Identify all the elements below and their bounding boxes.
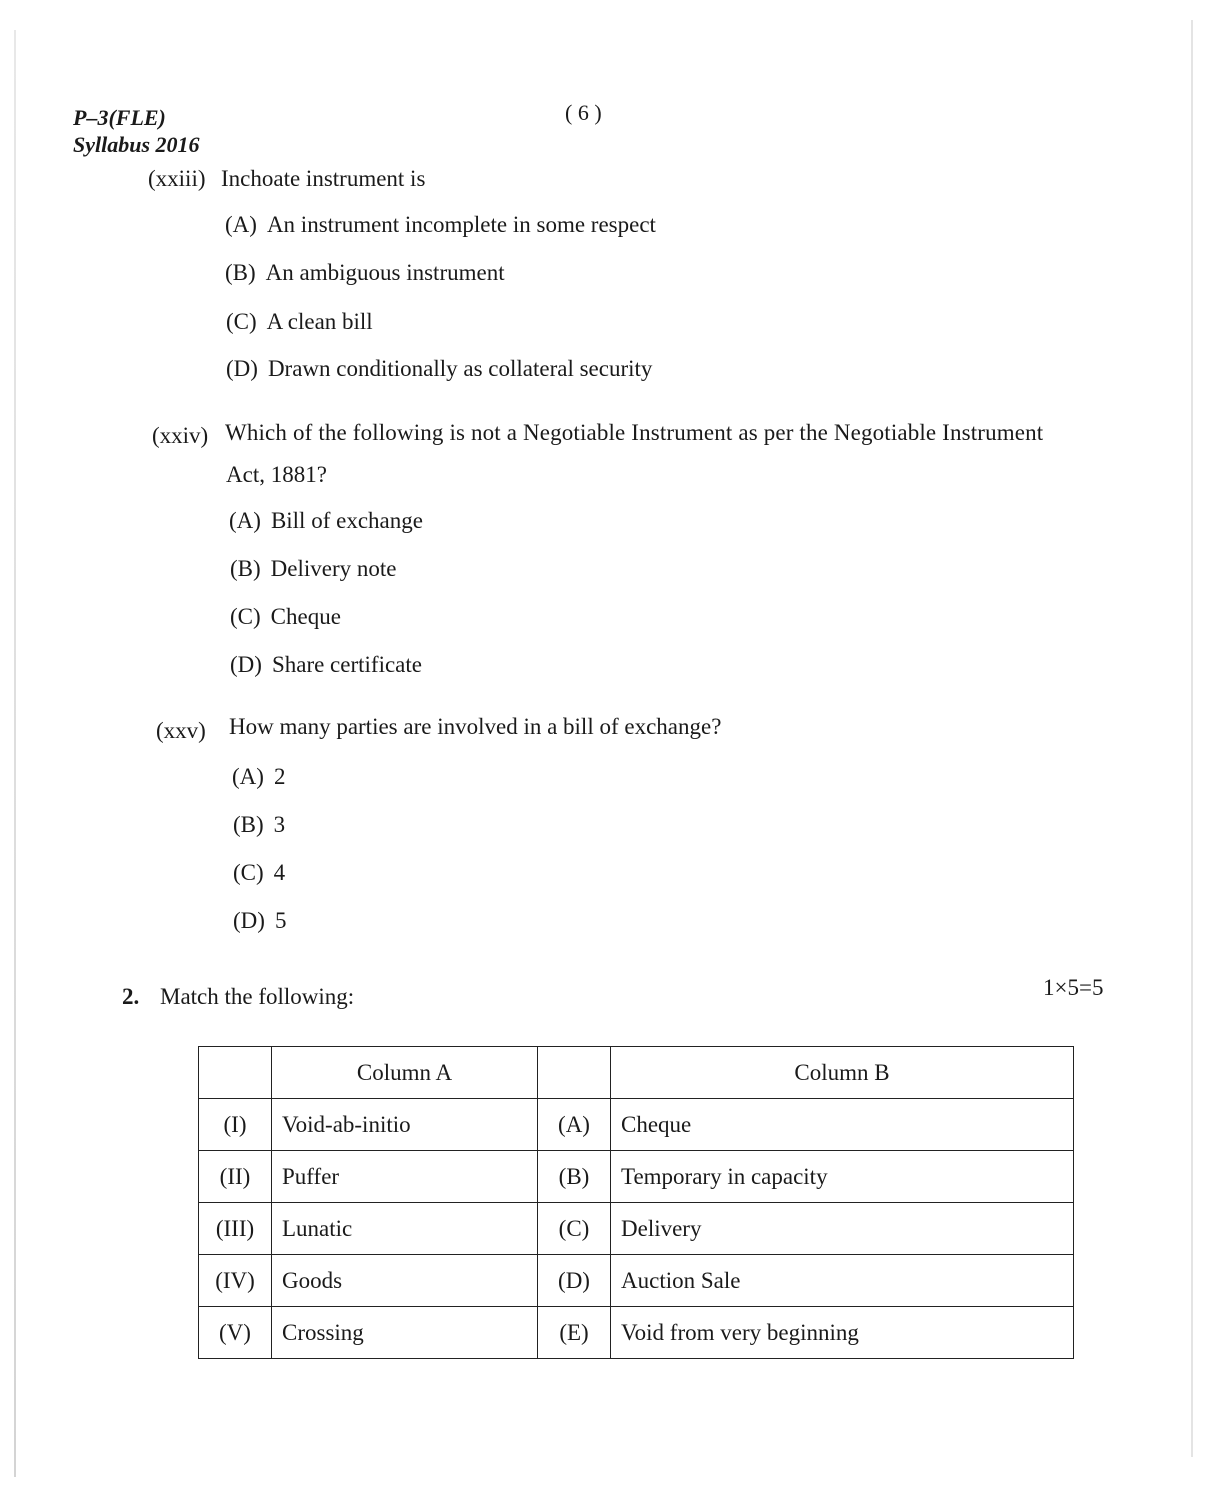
question-number: (xxiv) [152,423,209,448]
section-title: Match the following: [160,984,355,1009]
column-a-cell: Lunatic [272,1203,538,1255]
option-label: (C) [226,309,257,334]
column-b-header: Column B [611,1047,1074,1099]
option-text: Delivery note [270,556,397,581]
column-b-cell: Delivery [611,1203,1074,1255]
table-row [199,1099,1074,1151]
option-label: (C) [233,860,264,885]
header-blank-cell [538,1047,611,1099]
option [233,810,285,840]
option-text: 5 [274,908,287,933]
option-label: (A) [232,764,264,789]
option-label: (C) [230,604,261,629]
column-b-cell: Temporary in capacity [611,1151,1074,1203]
option-text: An instrument incomplete in some respect [266,212,656,237]
option-label: (B) [225,260,256,285]
option [230,602,341,632]
option-text: Bill of exchange [270,508,423,533]
page-number: ( 6 ) [565,100,602,125]
syllabus-label: Syllabus 2016 [73,132,200,157]
option-text: 2 [273,764,286,789]
row-letter: (C) [538,1203,611,1255]
column-a-cell: Puffer [272,1151,538,1203]
option [226,307,373,337]
option-text: Drawn conditionally as collateral security [267,356,653,381]
row-number: (V) [199,1307,272,1359]
option [230,554,397,584]
table-row [199,1255,1074,1307]
page-edge-left [14,30,16,1477]
option [233,858,285,888]
option-label: (A) [225,212,257,237]
row-number: (IV) [199,1255,272,1307]
row-number: (I) [199,1099,272,1151]
question-text: Inchoate instrument is [221,166,426,191]
page-edge-right [1191,20,1193,1457]
option-text: 4 [273,860,286,885]
option [226,354,652,384]
header-blank-cell [199,1047,272,1099]
row-letter: (D) [538,1255,611,1307]
column-a-cell: Goods [272,1255,538,1307]
table-row [199,1203,1074,1255]
question-text: Which of the following is not a Negotiable Instrument as per the Negotiable Instrument [225,420,1044,445]
option-text: 3 [273,812,286,837]
row-letter: (A) [538,1099,611,1151]
option [229,506,423,536]
option-label: (D) [233,908,265,933]
marks-allocation: 1×5=5 [1043,975,1104,1000]
column-a-cell: Crossing [272,1307,538,1359]
question-text-continued: Act, 1881? [226,462,327,487]
option-label: (A) [229,508,261,533]
question-text: How many parties are involved in a bill of exchange? [229,714,722,739]
option-label: (D) [226,356,258,381]
option-label: (D) [230,652,262,677]
question-number: (xxiii) [148,166,206,191]
paper-code: P–3(FLE) [73,105,166,130]
row-number: (II) [199,1151,272,1203]
option-text: A clean bill [266,309,373,334]
column-b-cell: Void from very beginning [611,1307,1074,1359]
row-letter: (E) [538,1307,611,1359]
row-letter: (B) [538,1151,611,1203]
option-text: Share certificate [271,652,422,677]
table-header-row [199,1047,1074,1099]
column-a-cell: Void-ab-initio [272,1099,538,1151]
section-number: 2. [122,984,140,1009]
column-a-header: Column A [272,1047,538,1099]
option [225,210,656,240]
option [233,906,286,936]
option [225,258,505,288]
option [232,762,285,792]
option-label: (B) [230,556,261,581]
option [230,650,422,680]
match-table [198,1046,1074,1359]
option-text: An ambiguous instrument [265,260,505,285]
table-row [199,1307,1074,1359]
option-label: (B) [233,812,264,837]
option-text: Cheque [270,604,341,629]
column-b-cell: Auction Sale [611,1255,1074,1307]
row-number: (III) [199,1203,272,1255]
question-number: (xxv) [156,718,206,743]
table-row [199,1151,1074,1203]
column-b-cell: Cheque [611,1099,1074,1151]
